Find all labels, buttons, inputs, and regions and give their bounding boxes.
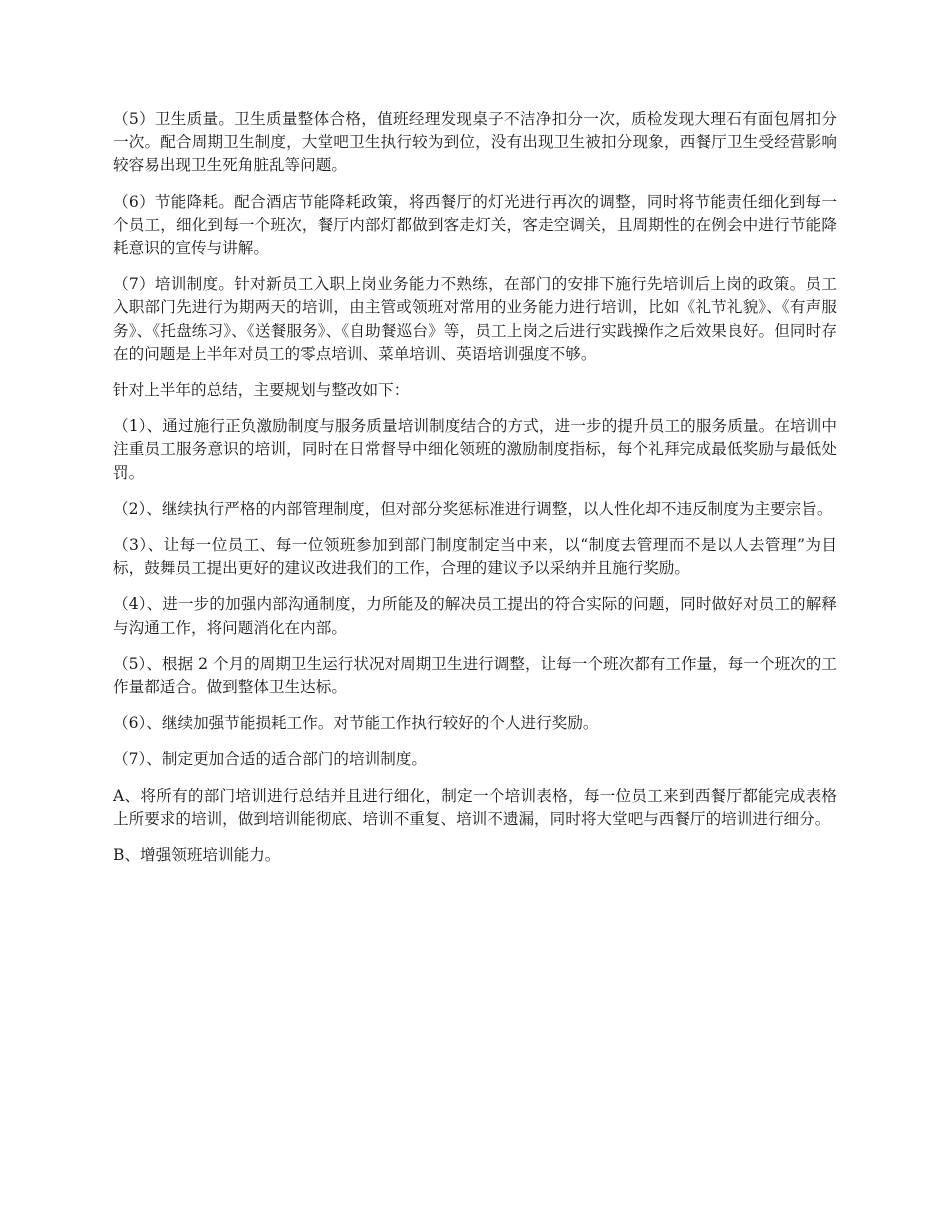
paragraph-hygiene-quality: （5）卫生质量。卫生质量整体合格，值班经理发现桌子不洁净扣分一次，质检发现大理石有面包屑扣分一次。配合周期卫生制度，大堂吧卫生执行较为到位，没有出现卫生被扣分现象，西餐厅卫生受经营影响较容易出现卫生死角脏乱等问题。 xyxy=(113,110,837,175)
paragraph-energy-saving: （6）节能降耗。配合酒店节能降耗政策，将西餐厅的灯光进行再次的调整，同时将节能责任细化到每一个员工，细化到每一个班次，餐厅内部灯都做到客走灯关，客走空调关，且周期性的在例会中进行节能降耗意识的宣传与讲解。 xyxy=(113,192,837,258)
paragraph-plan-item-2: （2）、继续执行严格的内部管理制度，但对部分奖惩标准进行调整，以人性化却不违反制度为主要宗旨。 xyxy=(113,499,833,518)
paragraph-plan-item-6: （6）、继续加强节能损耗工作。对节能工作执行较好的个人进行奖励。 xyxy=(113,714,599,733)
paragraph-sub-item-a: A、将所有的部门培训进行总结并且进行细化，制定一个培训表格，每一位员工来到西餐厅都能完成表格上所要求的培训，做到培训能彻底、培训不重复、培训不遗漏，同时将大堂吧与西餐厅的培训进行细分。 xyxy=(113,786,837,828)
paragraph-plan-item-3: （3）、让每一位员工、每一位领班参加到部门制度制定当中来，以“制度去管理而不是以人去管理”为目标，鼓舞员工提出更好的建议改进我们的工作，合理的建议予以采纳并且施行奖励。 xyxy=(113,536,837,578)
paragraph-training-system: （7）培训制度。针对新员工入职上岗业务能力不熟练，在部门的安排下施行先培训后上岗的政策。员工入职部门先进行为期两天的培训，由主管或领班对常用的业务能力进行培训，比如《礼节礼貌》、《有声服务》、《托盘练习》、《送餐服务》、《自助餐巡台》等，员工上岗之后进行实践操作之后效果良好。但同时存在的问题是上半年对员工的零点培训、菜单培训、英语培训强度不够。 xyxy=(113,275,837,363)
paragraph-plan-intro: 针对上半年的总结，主要规划与整改如下： xyxy=(113,381,410,400)
paragraph-plan-item-4: （4）、进一步的加强内部沟通制度，力所能及的解决员工提出的符合实际的问题，同时做好对员工的解释与沟通工作，将问题消化在内部。 xyxy=(113,595,837,637)
paragraph-plan-item-5: （5）、根据 2 个月的周期卫生运行状况对周期卫生进行调整，让每一个班次都有工作量，每一个班次的工作量都适合。做到整体卫生达标。 xyxy=(113,654,837,697)
paragraph-plan-item-1: （1）、通过施行正负激励制度与服务质量培训制度结合的方式，进一步的提升员工的服务质量。在培训中注重员工服务意识的培训，同时在日常督导中细化领班的激励制度指标，每个礼拜完成最低奖励与最低处罚。 xyxy=(113,417,837,482)
paragraph-plan-item-7: （7）、制定更加合适的适合部门的培训制度。 xyxy=(113,750,427,769)
document-body xyxy=(113,108,837,880)
paragraph-sub-item-b: B、增强领班培训能力。 xyxy=(113,846,281,865)
